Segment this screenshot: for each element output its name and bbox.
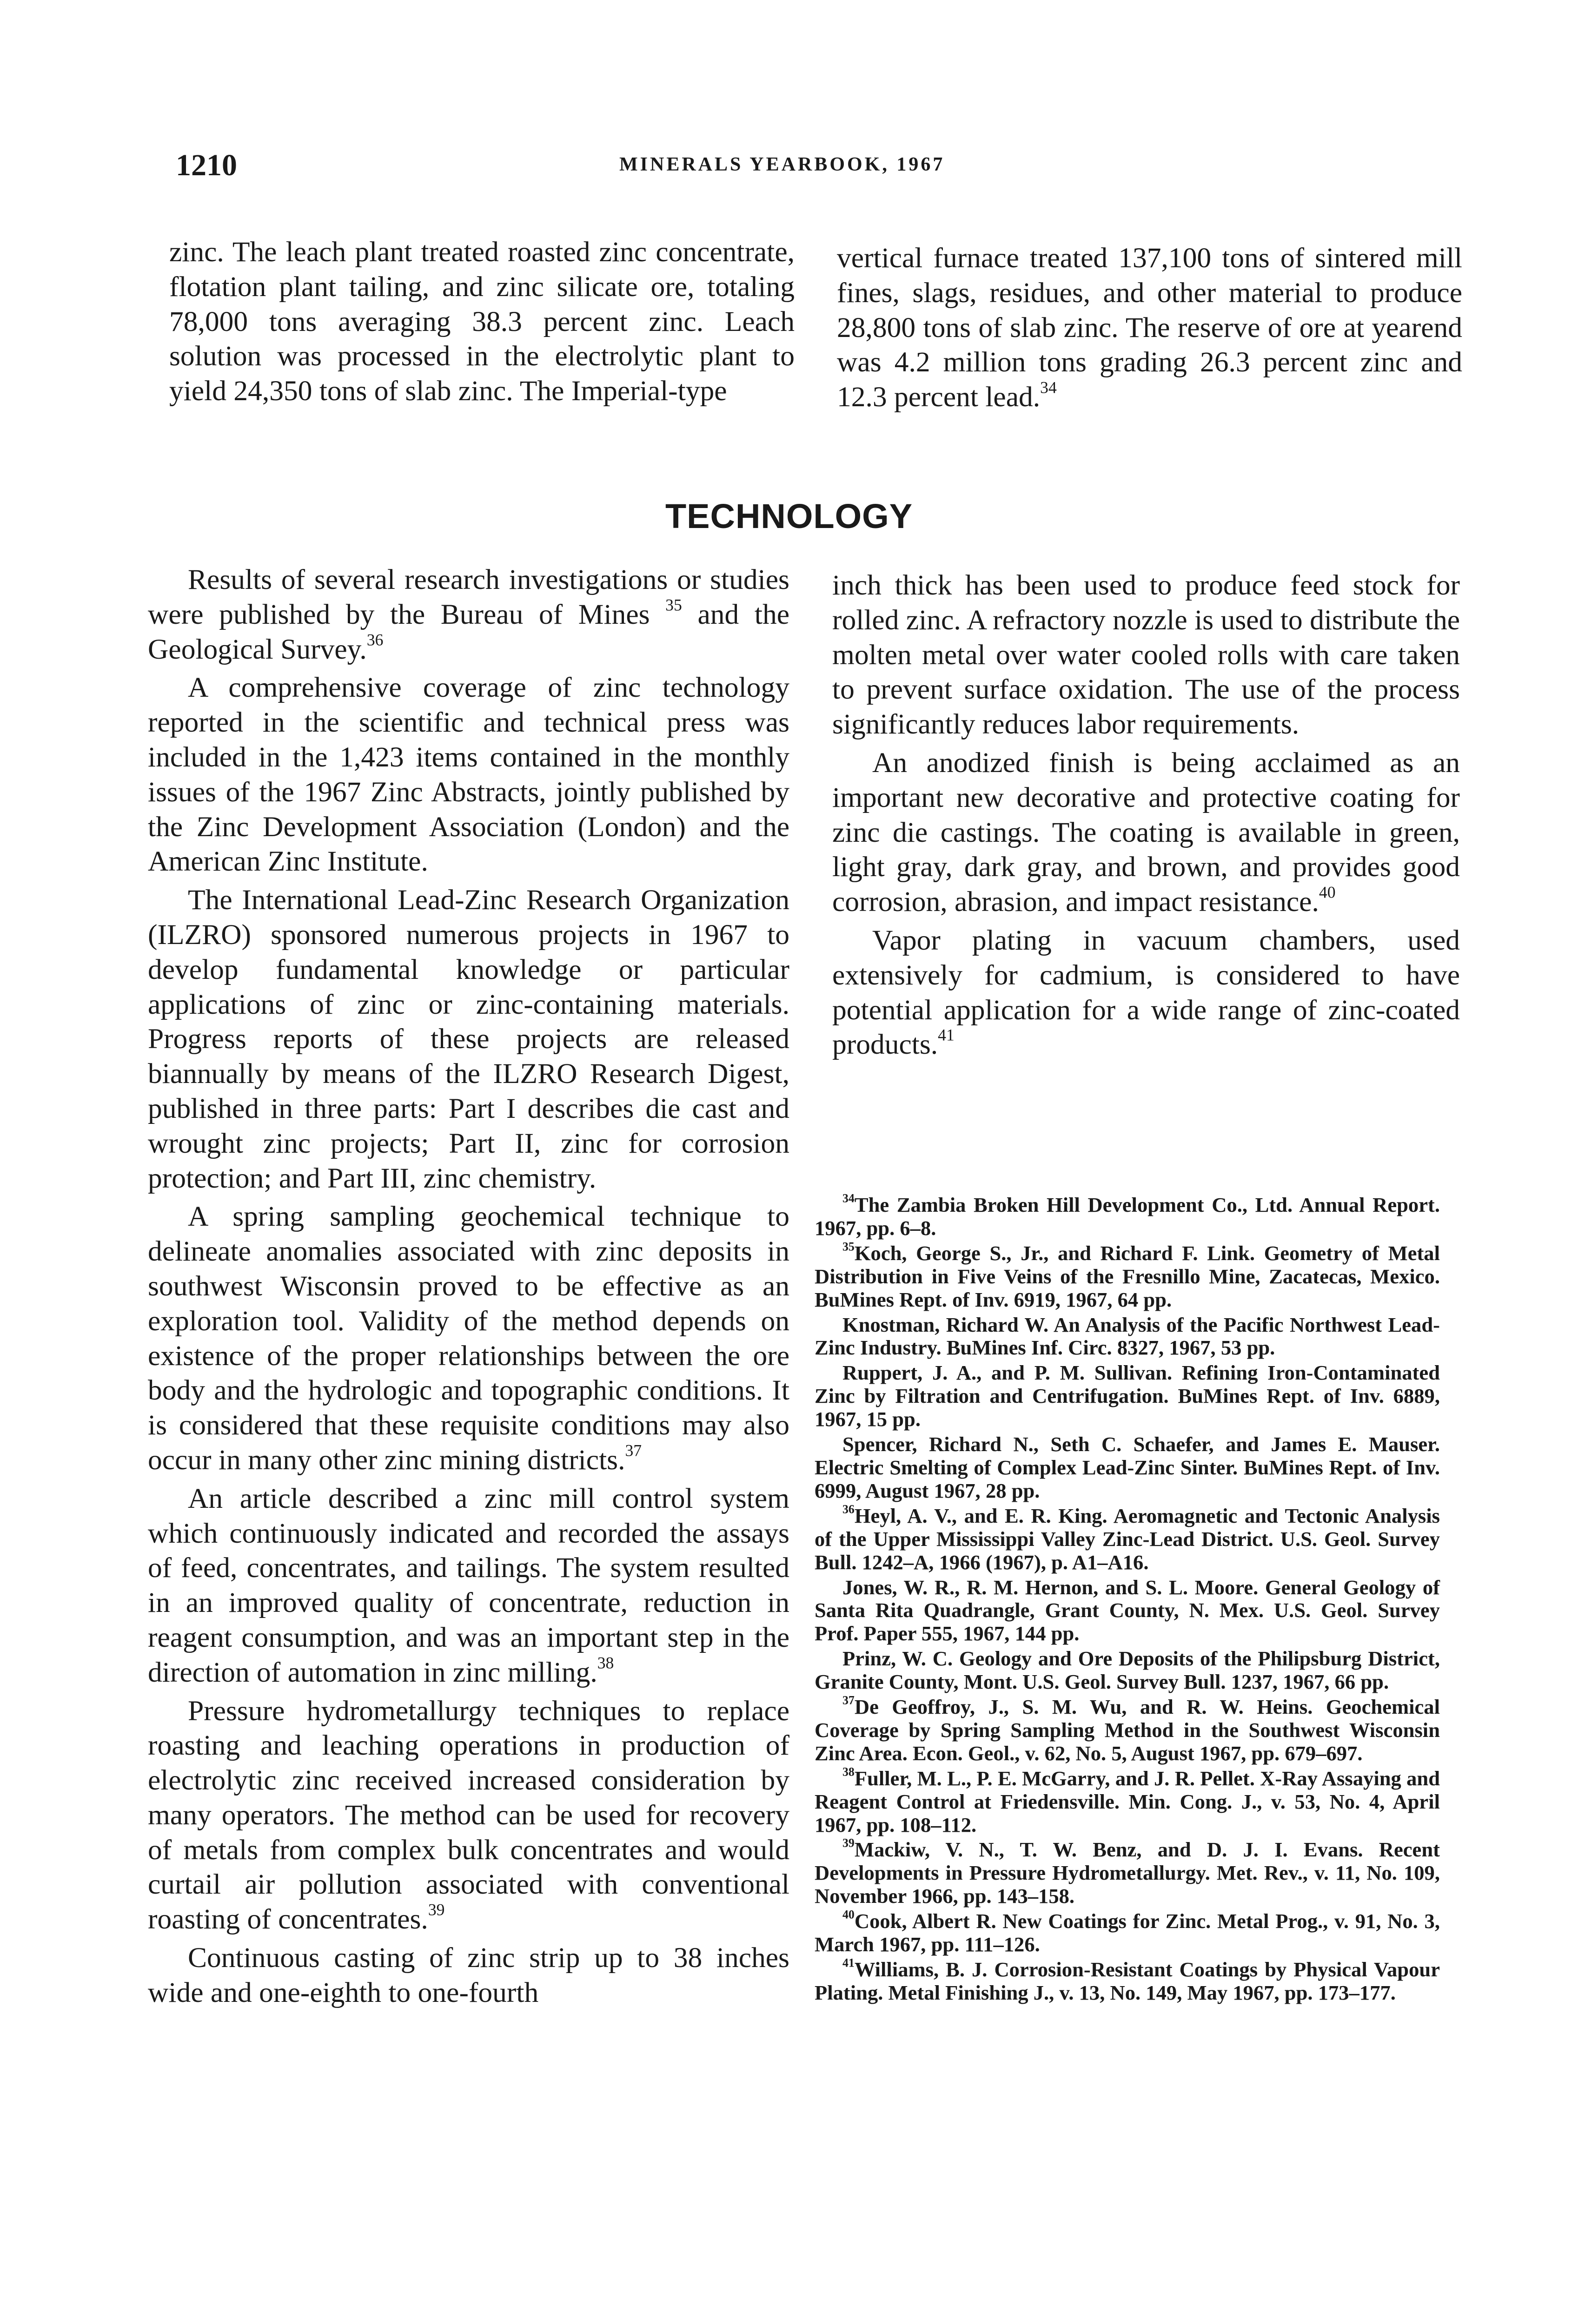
footnote-ref: 39 <box>428 1900 445 1919</box>
footnote-text: Koch, George S., Jr., and Richard F. Link. Geometry of Metal Distribution in Five Veins of the Fresnillo Mine, Zacatecas, Mexico. BuMines Rept. of Inv. 6919, 1967, 64 pp. <box>815 1241 1440 1311</box>
paragraph: Continuous casting of zinc strip up to 38 inches wide and one-eighth to one-fourth <box>148 1942 789 2008</box>
paragraph <box>148 1481 789 1690</box>
paragraph <box>832 746 1460 919</box>
paragraph-text: Vapor plating in vacuum chambers, used extensively for cadmium, is considered to have potential application for a wide range of zinc-coated products. <box>832 924 1460 1061</box>
paragraph-text: An article described a zinc mill control system which continuously indicated and recorded the assays of feed, concentrates, and tailings. The system resulted in an improved quality of concentrate, reduction in reagent consumption, and was an important step in the direction of automation in zinc milling. <box>148 1482 789 1688</box>
footnote <box>815 1242 1440 1312</box>
paragraph <box>148 562 789 667</box>
footnote <box>815 1838 1440 1908</box>
footnote-ref: 34 <box>1040 378 1057 397</box>
footnote <box>815 1767 1440 1837</box>
footnote <box>815 1502 1440 1574</box>
footnote-ref: 41 <box>938 1025 955 1044</box>
footnote-mark: 36 <box>842 1502 855 1516</box>
paragraph-text: and the Geological Survey. <box>148 598 789 665</box>
footnotes <box>815 1191 1440 2007</box>
footnote-mark: 34 <box>842 1191 855 1205</box>
footnote-text: De Geoffroy, J., S. M. Wu, and R. W. Heins. Geochemical Coverage by Spring Sampling Method in the Southwest Wisconsin Zinc Area. Econ. Geol., v. 62, No. 5, August 1967, pp. 679–697. <box>815 1695 1440 1765</box>
paragraph: A comprehensive coverage of zinc technology reported in the scientific and technical press was included in the 1,423 items contained in the monthly issues of the 1967 Zinc Abstracts, jointly published by the Zinc Development Association (London) and the American Zinc Institute. <box>148 672 789 878</box>
footnote-text: Williams, B. J. Corrosion-Resistant Coatings by Physical Vapour Plating. Metal Finishing J., v. 13, No. 149, May 1967, pp. 173–177. <box>815 1958 1440 2004</box>
footnote-text: Fuller, M. L., P. E. McGarry, and J. R. Pellet. X-Ray Assaying and Reagent Control at Friedensville. Min. Cong. J., v. 53, No. 4, April 1967, pp. 108–112. <box>815 1766 1440 1836</box>
footnote-mark: 39 <box>842 1836 855 1850</box>
footnote <box>815 1191 1440 1240</box>
footnote <box>815 1361 1440 1431</box>
running-title: MINERALS YEARBOOK, 1967 <box>619 154 945 175</box>
paragraph <box>148 1199 789 1477</box>
paragraph: The International Lead-Zinc Research Organization (ILZRO) sponsored numerous projects in 1967 to develop fundamental knowledge or particular applications of zinc or zinc-containing materials. Progress reports of these projects are released biannually by means of the ILZRO Research Digest, published in three parts: Part I describes die cast and wrought zinc projects; Part II, zinc for corrosion protection; and Part III, zinc chemistry. <box>148 884 789 1194</box>
footnote <box>815 1693 1440 1765</box>
paragraph-text: An anodized finish is being acclaimed as an important new decorative and protective coating for zinc die castings. The coating is available in green, light gray, dark gray, and brown, and provides good corrosion, abrasion, and impact resistance. <box>832 746 1460 918</box>
footnote <box>815 1433 1440 1503</box>
footnote-text: Ruppert, J. A., and P. M. Sullivan. Refining Iron-Contaminated Zinc by Filtration and Centrifugation. BuMines Rept. of Inv. 6889, 1967, 15 pp. <box>815 1361 1440 1431</box>
paragraph-text: A spring sampling geochemical technique to delineate anomalies associated with zinc deposits in southwest Wisconsin proved to be effective as an exploration tool. Validity of the method depends on existence of the proper relationships between the ore body and the hydrologic and topographic conditions. It is considered that these requisite conditions may also occur in many other zinc mining districts. <box>148 1201 789 1476</box>
page-number: 1210 <box>176 148 237 182</box>
footnote <box>815 1910 1440 1956</box>
paragraph <box>832 923 1460 1062</box>
paragraph-text: Results of several research investigations or studies were published by the Bureau of Mines <box>148 564 789 630</box>
footnote-text: Prinz, W. C. Geology and Ore Deposits of the Philipsburg District, Granite County, Mont. U.S. Geol. Survey Bull. 1237, 1967, 66 pp. <box>815 1647 1440 1694</box>
footnote-text: Knostman, Richard W. An Analysis of the Pacific Northwest Lead-Zinc Industry. BuMines Inf. Circ. 8327, 1967, 53 pp. <box>815 1313 1440 1360</box>
footnote-text: Cook, Albert R. New Coatings for Zinc. Metal Prog., v. 91, No. 3, March 1967, pp. 111–126. <box>815 1909 1440 1956</box>
footnote <box>815 1647 1440 1694</box>
paragraph <box>837 241 1462 415</box>
footnote-ref: 38 <box>597 1653 614 1672</box>
footnote <box>815 1314 1440 1360</box>
footnote-text: The Zambia Broken Hill Development Co., Ltd. Annual Report. 1967, pp. 6–8. <box>815 1193 1440 1240</box>
footnote-mark: 38 <box>842 1765 855 1779</box>
footnote <box>815 1576 1440 1646</box>
footnote-mark: 41 <box>842 1956 855 1970</box>
footnote-text: Jones, W. R., R. M. Hernon, and S. L. Moore. General Geology of Santa Rita Quadrangle, Grant County, N. Mex. U.S. Geol. Survey Prof. Paper 555, 1967, 144 pp. <box>815 1575 1440 1645</box>
footnote-ref: 40 <box>1319 883 1336 902</box>
footnote-mark: 37 <box>842 1693 855 1707</box>
footnote-text: Spencer, Richard N., Seth C. Schaefer, and James E. Mauser. Electric Smelting of Complex Lead-Zinc Sinter. BuMines Rept. of Inv. 6999, August 1967, 28 pp. <box>815 1433 1440 1502</box>
footnote-ref: 35 <box>665 595 682 614</box>
footnote-ref: 36 <box>366 630 384 649</box>
paragraph: inch thick has been used to produce feed stock for rolled zinc. A refractory nozzle is used to distribute the molten metal over water cooled rolls with care taken to prevent surface oxidation. The use of the process significantly reduces labor requirements. <box>832 569 1460 740</box>
paragraph: zinc. The leach plant treated roasted zinc concentrate, flotation plant tailing, and zinc silicate ore, totaling 78,000 tons averaging 38.3 percent zinc. Leach solution was processed in the electrolytic plant to yield 24,350 tons of slab zinc. The Imperial-type <box>169 236 795 407</box>
paragraph <box>148 1694 789 1937</box>
footnote <box>815 1958 1440 2005</box>
footnote-mark: 40 <box>842 1908 855 1921</box>
body-left-column <box>148 562 789 2010</box>
footnote-ref: 37 <box>625 1441 642 1460</box>
footnote-text: Mackiw, V. N., T. W. Benz, and D. J. I. Evans. Recent Developments in Pressure Hydrometallurgy. Met. Rev., v. 11, No. 109, November 1966, pp. 143–158. <box>815 1838 1440 1908</box>
top-right-column <box>837 241 1462 415</box>
paragraph-text: vertical furnace treated 137,100 tons of sintered mill fines, slags, residues, and other material to produce 28,800 tons of slab zinc. The reserve of ore at yearend was 4.2 million tons grading 26.3 percent zinc and 12.3 percent lead. <box>837 242 1462 413</box>
section-heading: TECHNOLOGY <box>665 497 913 535</box>
footnote-text: Heyl, A. V., and E. R. King. Aeromagnetic and Tectonic Analysis of the Upper Mississippi Valley Zinc-Lead District. U.S. Geol. Survey Bull. 1242–A, 1966 (1967), p. A1–A16. <box>815 1504 1440 1574</box>
paragraph-text: Pressure hydrometallurgy techniques to replace roasting and leaching operations in production of electrolytic zinc received increased consideration by many operators. The method can be used for recovery of metals from complex bulk concentrates and would curtail air pollution associated with conventional roasting of concentrates. <box>148 1695 789 1935</box>
body-right-column <box>832 568 1460 1062</box>
top-left-column <box>169 235 795 409</box>
footnote-mark: 35 <box>842 1240 855 1254</box>
